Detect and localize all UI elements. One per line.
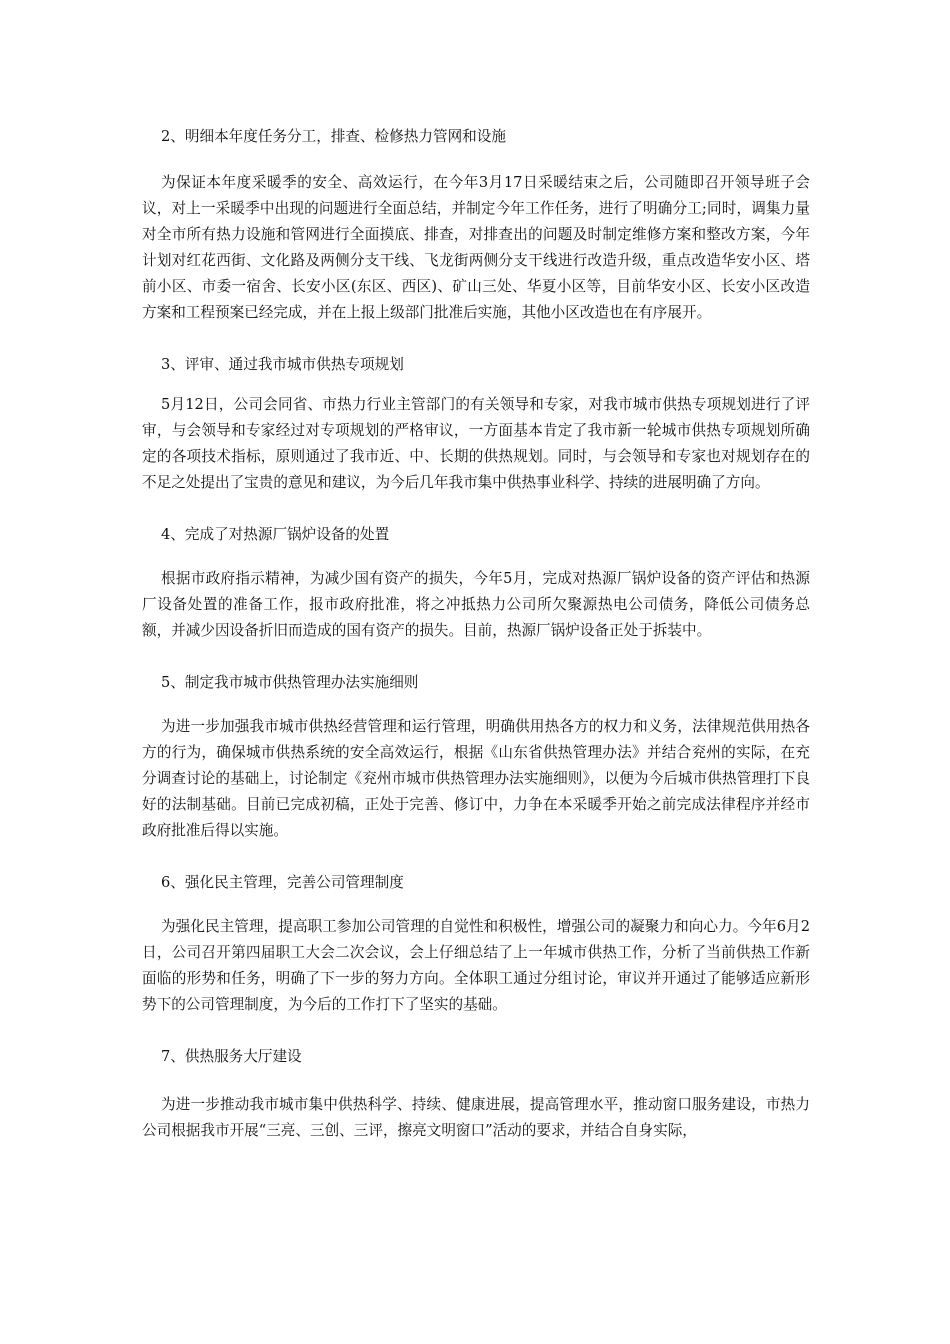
section-boiler-disposal xyxy=(142,522,810,644)
section-paragraph: 为进一步推动我市城市集中供热科学、持续、健康进展，提高管理水平，推动窗口服务建设，市热力公司根据我市开展“三亮、三创、三评，擦亮文明窗口”活动的要求，并结合自身实际， xyxy=(142,1096,810,1139)
section-management-rules xyxy=(142,670,810,844)
document-page xyxy=(142,124,810,1170)
section-paragraph: 为强化民主管理，提高职工参加公司管理的自觉性和积极性，增强公司的凝聚力和向心力。今年6月2日，公司召开第四届职工大会二次会议，会上仔细总结了上一年城市供热工作，分析了当前供热工作新面临的形势和任务，明确了下一步的努力方向。全体职工通过分组讨论，审议并开通过了能够适应新形势下的公司管理制度，为今后的工作打下了坚实的基础。 xyxy=(142,918,810,1013)
section-paragraph: 为保证本年度采暖季的安全、高效运行，在今年3月17日采暖结束之后，公司随即召开领导班子会议，对上一采暖季中出现的问题进行全面总结，并制定今年工作任务，进行了明确分工;同时，调集力量对全市所有热力设施和管网进行全面摸底、排查，对排查出的问题及时制定维修方案和整改方案，今年计划对红花西街、文化路及两侧分支干线、飞龙街两侧分支干线进行改造升级，重点改造华安小区、塔前小区、市委一宿舍、长安小区(东区、西区)、矿山三处、华夏小区等，目前华安小区、长安小区改造方案和工程预案已经完成，并在上报上级部门批准后实施，其他小区改造也在有序展开。 xyxy=(142,174,810,321)
section-heading: 2、明细本年度任务分工，排查、检修热力管网和设施 xyxy=(161,128,506,145)
section-heading: 5、制定我市城市供热管理办法实施细则 xyxy=(161,674,419,691)
section-paragraph: 根据市政府指示精神，为减少国有资产的损失，今年5月，完成对热源厂锅炉设备的资产评估和热源厂设备处置的准备工作，报市政府批准，将之冲抵热力公司所欠聚源热电公司债务，降低公司债务总额，并减少因设备折旧而造成的国有资产的损失。目前，热源厂锅炉设备正处于拆装中。 xyxy=(142,570,810,639)
section-heading: 6、强化民主管理，完善公司管理制度 xyxy=(161,874,404,891)
section-heading: 7、供热服务大厅建设 xyxy=(161,1048,302,1065)
section-paragraph: 5月12日，公司会同省、市热力行业主管部门的有关领导和专家，对我市城市供热专项规划进行了评审，与会领导和专家经过对专项规划的严格审议，一方面基本肯定了我市新一轮城市供热专项规划所确定的各项技术指标，原则通过了我市近、中、长期的供热规划。同时，与会领导和专家也对规划存在的不足之处提出了宝贵的意见和建议，为今后几年我市集中供热事业科学、持续的进展明确了方向。 xyxy=(142,396,810,491)
section-paragraph: 为进一步加强我市城市供热经营管理和运行管理，明确供用热各方的权力和义务，法律规范供用热各方的行为，确保城市供热系统的安全高效运行，根据《山东省供热管理办法》并结合兖州的实际，在充分调查讨论的基础上，讨论制定《兖州市城市供热管理办法实施细则》，以便为今后城市供热管理打下良好的法制基础。目前已完成初稿，正处于完善、修订中，力争在本采暖季开始之前完成法律程序并经市政府批准后得以实施。 xyxy=(142,718,810,839)
section-service-hall xyxy=(142,1044,810,1144)
section-heading: 4、完成了对热源厂锅炉设备的处置 xyxy=(161,526,390,543)
section-heading: 3、评审、通过我市城市供热专项规划 xyxy=(161,356,404,373)
section-heating-plan-review xyxy=(142,352,810,496)
section-democratic-management xyxy=(142,870,810,1018)
section-task-division xyxy=(142,124,810,326)
